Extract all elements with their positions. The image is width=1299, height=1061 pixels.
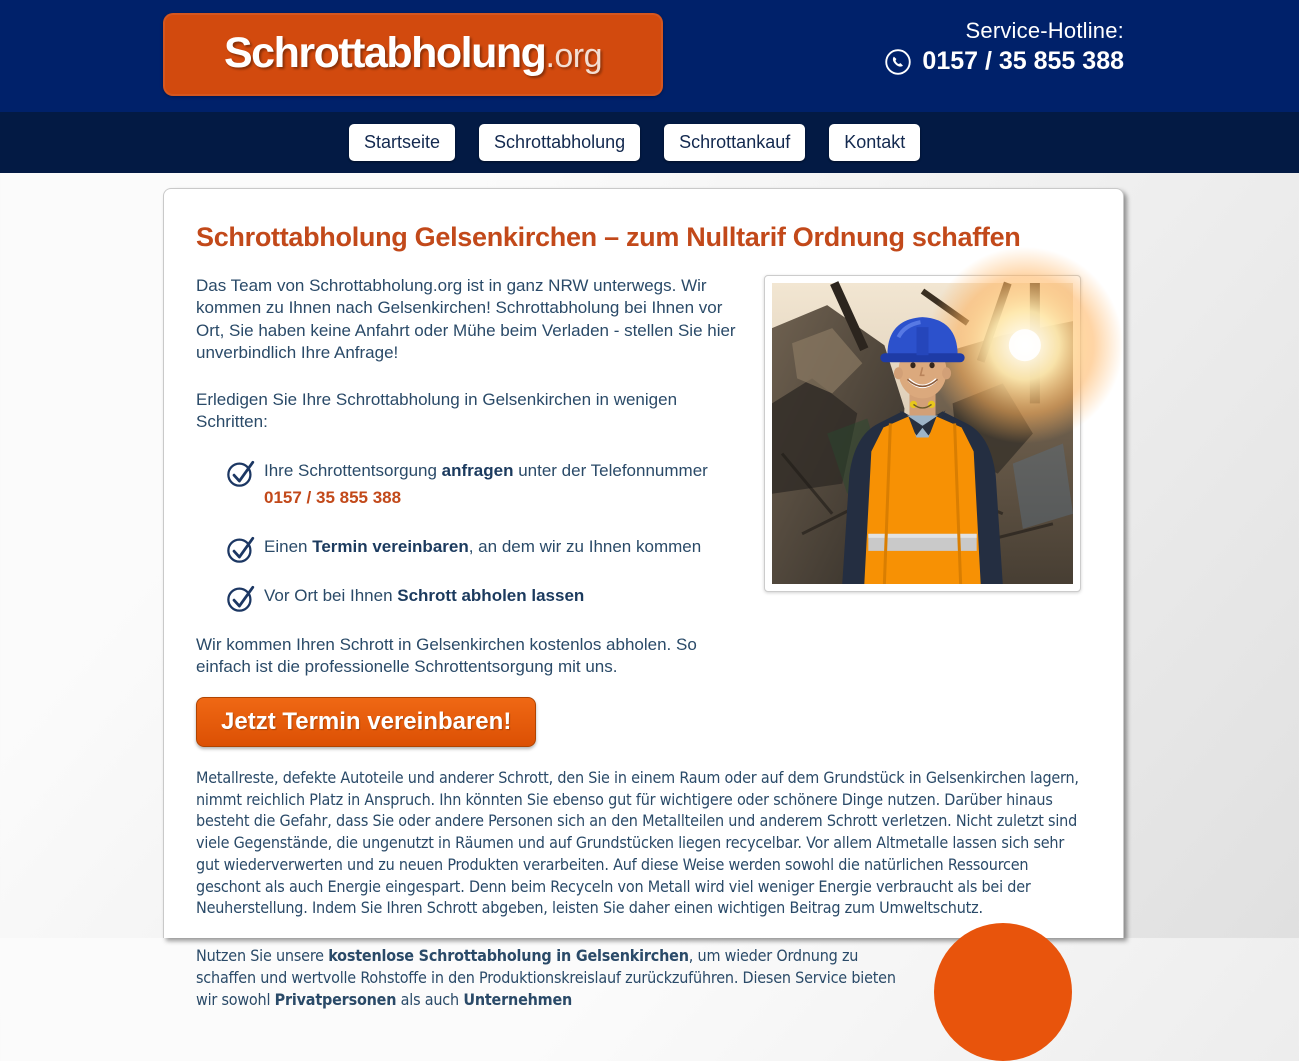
intro-column [196,275,744,747]
checklist-item-anfragen [196,460,744,509]
hotline-number: 0157 / 35 855 388 [922,47,1124,75]
checklist-bold: Termin vereinbaren [312,536,469,556]
check-circle-icon [226,458,256,494]
nav-item-startseite[interactable]: Startseite [349,124,455,161]
nav-item-kontakt[interactable]: Kontakt [829,124,920,161]
checklist-text: unter der Telefonnummer [513,460,708,480]
content-row [196,275,1081,747]
checklist-phone-number[interactable]: 0157 / 35 855 388 [264,487,402,507]
nav-item-schrottankauf[interactable]: Schrottankauf [664,124,805,161]
closing-bold: Unternehmen [463,989,573,1009]
steps-checklist [196,460,744,607]
closing-text: , um wieder Ordnung zu schaffen und wertvolle Rohstoffe in den Produktionskreislauf zurückzuführen. Diesen Service bieten wir sowohl [196,946,896,1009]
worker-photo [764,275,1081,592]
logo-tld: .org [545,37,603,75]
intro-paragraph: Das Team von Schrottabholung.org ist in ganz NRW unterwegs. Wir kommen zu Ihnen nach Gelsenkirchen! Schrottabholung bei Ihnen vor Ort, Sie haben keine Anfahrt oder Mühe beim Verladen - stellen Sie hier unverbindlich Ihre Anfrage! [196,276,736,363]
steps-intro: Erledigen Sie Ihre Schrottabholung in Gelsenkirchen in wenigen Schritten: [196,389,678,432]
checklist-item-abholen [196,585,744,607]
checklist-text: Ihre Schrottentsorgung [264,460,442,480]
site-logo[interactable] [163,13,663,96]
appointment-cta-button[interactable]: Jetzt Termin vereinbaren! [196,697,536,747]
hotline-label: Service-Hotline: [965,18,1124,43]
logo-text: Schrottabholung [223,29,546,77]
header [0,0,1299,112]
check-circle-icon [226,583,256,619]
checklist-bold: anfragen [441,460,514,480]
checklist-bold: Schrott abholen lassen [397,585,585,605]
phone-circle-icon [884,48,912,76]
closing-bold: Privatpersonen [274,989,397,1009]
closing-bold: kostenlose Schrottabholung in Gelsenkirchen [328,946,689,966]
closing-text: als auch [396,989,464,1009]
content-card [163,188,1124,1009]
scrapyard-worker-illustration [772,283,1073,584]
checklist-text: , an dem wir zu Ihnen kommen [468,536,702,556]
main-navigation [0,112,1299,173]
summary-paragraph: Wir kommen Ihren Schrott in Gelsenkirchen kostenlos abholen. So einfach ist die professionelle Schrottentsorgung mit uns. [196,635,697,677]
body-paragraph: Metallreste, defekte Autoteile und anderer Schrott, den Sie in einem Raum oder auf dem Grundstück in Gelsenkirchen lagern, nimmt reichlich Platz in Anspruch. Ihn könnten Sie ebenso gut für wichtigere oder schönere Dinge nutzen. Darüber hinaus besteht die Gefahr, dass Sie oder andere Personen sich an den Metallteilen und anderem Schrott verletzen. Nicht zuletzt sind viele Gegenstände, die ungenutzt in Räumen und auf Grundstücken liegen recycelbar. Vor allem Altmetalle lassen sich sehr gut wiederverwerten und zu neuen Produkten verarbeiten. Auf diese Weise werden sowohl die natürlichen Ressourcen geschont als auch Energie eingespart. Denn beim Recyceln von Metall wird viel weniger Energie verbraucht als bei der Neuherstellung. Indem Sie Ihren Schrott abgeben, leisten Sie daher einen wichtigen Beitrag zum Umweltschutz. [196,767,1079,918]
checklist-item-termin [196,536,744,558]
hotline-phone-link[interactable] [884,47,1124,76]
check-circle-icon [226,534,256,570]
orange-contact-badge [934,923,1072,1061]
nav-item-schrottabholung[interactable]: Schrottabholung [479,124,640,161]
service-hotline [884,18,1124,76]
closing-paragraph [196,945,896,1010]
checklist-text: Vor Ort bei Ihnen [264,585,398,605]
closing-text: Nutzen Sie unsere [196,946,329,966]
page-title: Schrottabholung Gelsenkirchen – zum Nulltarif Ordnung schaffen [196,222,1021,252]
checklist-text: Einen [264,536,313,556]
